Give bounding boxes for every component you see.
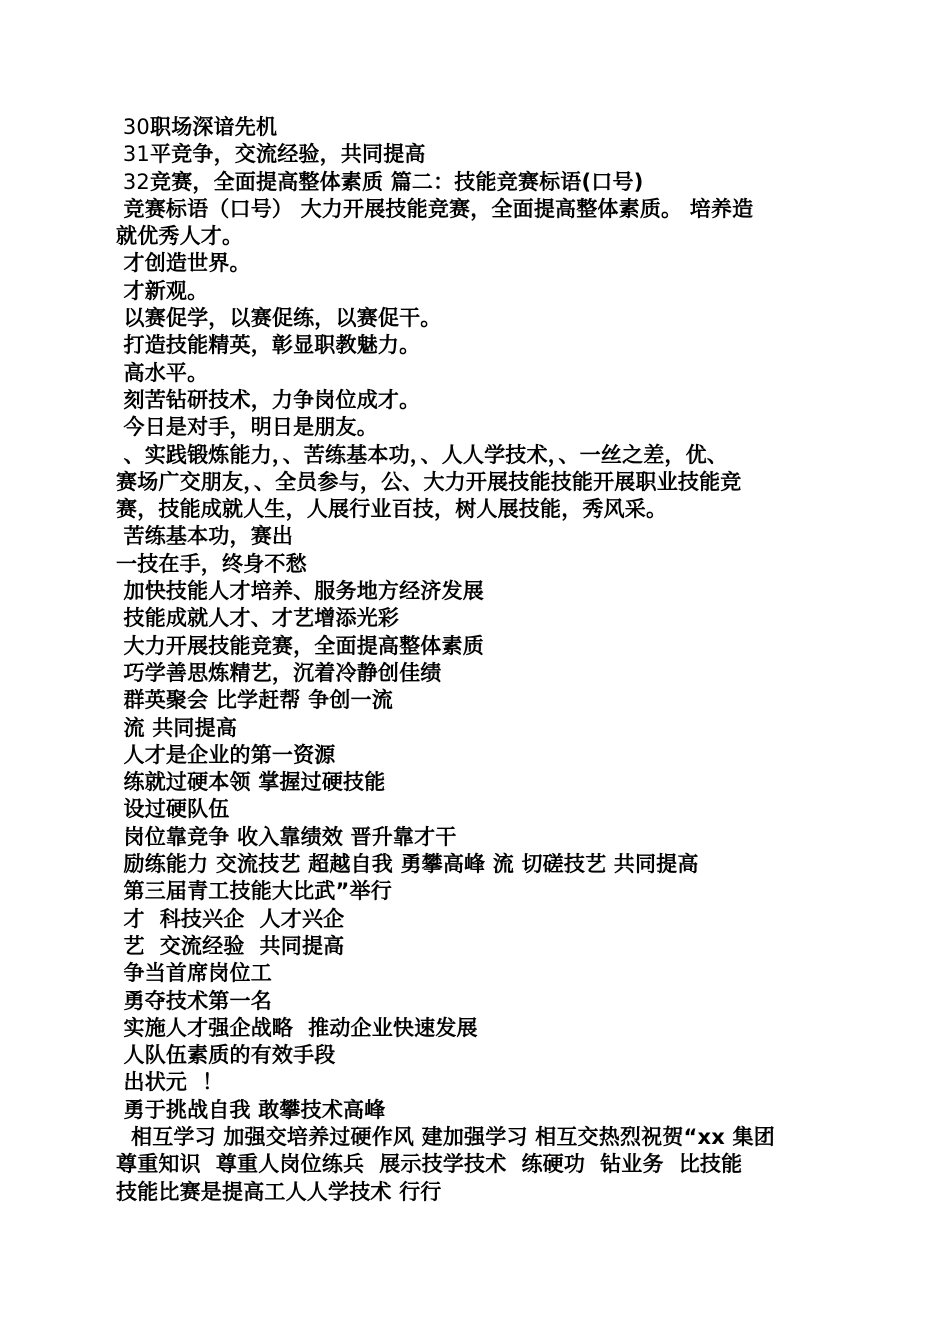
- line-text: 技能成就人才、才艺增添光彩: [116, 606, 400, 631]
- text-line: [116, 660, 846, 687]
- text-line: [116, 196, 846, 223]
- text-line: [116, 141, 846, 168]
- line-text: 人才是企业的第一资源: [116, 742, 336, 767]
- text-line: [116, 442, 846, 469]
- text-line: [116, 1042, 846, 1069]
- text-line: [116, 742, 846, 769]
- line-number: 31: [116, 142, 150, 167]
- line-text: 勇于挑战自我 敢攀技术高峰: [116, 1097, 386, 1122]
- text-line: [116, 824, 846, 851]
- text-line: [116, 687, 846, 714]
- line-text: 、实践锻炼能力，、苦练基本功，、人人学技术，、一丝之差，优、: [116, 442, 729, 467]
- line-text: 相互学习 加强交培养过硬作风 建加强学习 相互交热烈祝贺“xx 集团: [116, 1124, 775, 1149]
- text-line: [116, 305, 846, 332]
- line-text: 才创造世界。: [116, 251, 251, 276]
- line-text: 职场深谙先机: [150, 115, 278, 139]
- text-line: [116, 1015, 846, 1042]
- text-line: [116, 906, 846, 933]
- text-line: [116, 960, 846, 987]
- text-line: [116, 1124, 846, 1151]
- line-text: 才 科技兴企 人才兴企: [116, 906, 345, 931]
- document-text-block: [116, 114, 846, 1206]
- line-text: 就优秀人才。: [116, 224, 244, 249]
- line-text: 高水平。: [116, 360, 209, 385]
- line-text: 打造技能精英，彰显职教魅力。: [116, 333, 421, 358]
- text-line: [116, 169, 846, 196]
- line-text: 巧学善思炼精艺，沉着冷静创佳绩: [116, 660, 442, 685]
- line-text: 励练能力 交流技艺 超越自我 勇攀高峰 流 切磋技艺 共同提高: [116, 852, 699, 877]
- text-line: [116, 278, 846, 305]
- text-line: [116, 332, 846, 359]
- text-line: [116, 523, 846, 550]
- line-text: 岗位靠竞争 收入靠绩效 晋升靠才干: [116, 824, 457, 849]
- line-text: 大力开展技能竞赛，全面提高整体素质: [116, 633, 484, 658]
- text-line: [116, 633, 846, 660]
- line-text: 第三届青工技能大比武”举行: [116, 879, 392, 904]
- line-number: 30: [116, 115, 150, 139]
- line-text: 勇夺技术第一名: [116, 988, 272, 1013]
- text-line: [116, 1097, 846, 1124]
- text-line: [116, 769, 846, 796]
- line-text: 今日是对手，明日是朋友。: [116, 415, 378, 440]
- line-text: 练就过硬本领 掌握过硬技能: [116, 770, 386, 795]
- text-line: [116, 114, 846, 141]
- line-text: 苦练基本功，赛出: [116, 524, 294, 549]
- text-line: [116, 878, 846, 905]
- text-line: [116, 387, 846, 414]
- line-text: 实施人才强企战略 推动企业快速发展: [116, 1015, 478, 1040]
- text-line: [116, 933, 846, 960]
- text-line: [116, 223, 846, 250]
- text-line: [116, 988, 846, 1015]
- text-line: [116, 715, 846, 742]
- line-text: 群英聚会 比学赶帮 争创一流: [116, 688, 393, 713]
- line-text: 艺 交流经验 共同提高: [116, 933, 345, 958]
- line-text: 以赛促学，以赛促练，以赛促干。: [116, 306, 442, 331]
- line-text: 竞赛标语（口号） 大力开展技能竞赛，全面提高整体素质。 培养造: [116, 196, 754, 221]
- text-line: [116, 1179, 846, 1206]
- line-text: 赛场广交朋友，、全员参与，公、大力开展技能技能开展职业技能竞: [116, 469, 742, 494]
- text-line: [116, 250, 846, 277]
- text-line: [116, 496, 846, 523]
- text-line: [116, 414, 846, 441]
- line-text: 加快技能人才培养、服务地方经济发展: [116, 579, 484, 604]
- line-text: 一技在手，终身不愁: [116, 551, 307, 576]
- line-text: 设过硬队伍: [116, 797, 230, 822]
- line-text: 技能比赛是提高工人人学技术 行行: [116, 1179, 442, 1204]
- line-text: 人队伍素质的有效手段: [116, 1043, 336, 1068]
- text-line: [116, 605, 846, 632]
- line-number: 32: [116, 169, 150, 194]
- line-text: 争当首席岗位工: [116, 961, 272, 986]
- text-line: [116, 360, 846, 387]
- text-line: [116, 851, 846, 878]
- line-text: 出状元 ！: [116, 1070, 224, 1095]
- line-text: 平竞争，交流经验，共同提高: [150, 142, 426, 167]
- line-text: 尊重知识 尊重人岗位练兵 展示技学技术 练硬功 钻业务 比技能: [116, 1152, 743, 1177]
- text-line: [116, 1069, 846, 1096]
- line-text: 赛，技能成就人生，人展行业百技，树人展技能，秀风采。: [116, 497, 668, 522]
- line-text: 刻苦钻研技术，力争岗位成才。: [116, 387, 421, 412]
- line-text: 流 共同提高: [116, 715, 238, 740]
- text-line: [116, 796, 846, 823]
- text-line: [116, 469, 846, 496]
- text-line: [116, 578, 846, 605]
- text-line: [116, 1151, 846, 1178]
- line-text: 竞赛，全面提高整体素质 篇二：技能竞赛标语(口号): [150, 169, 644, 194]
- line-text: 才新观。: [116, 278, 209, 303]
- text-line: [116, 551, 846, 578]
